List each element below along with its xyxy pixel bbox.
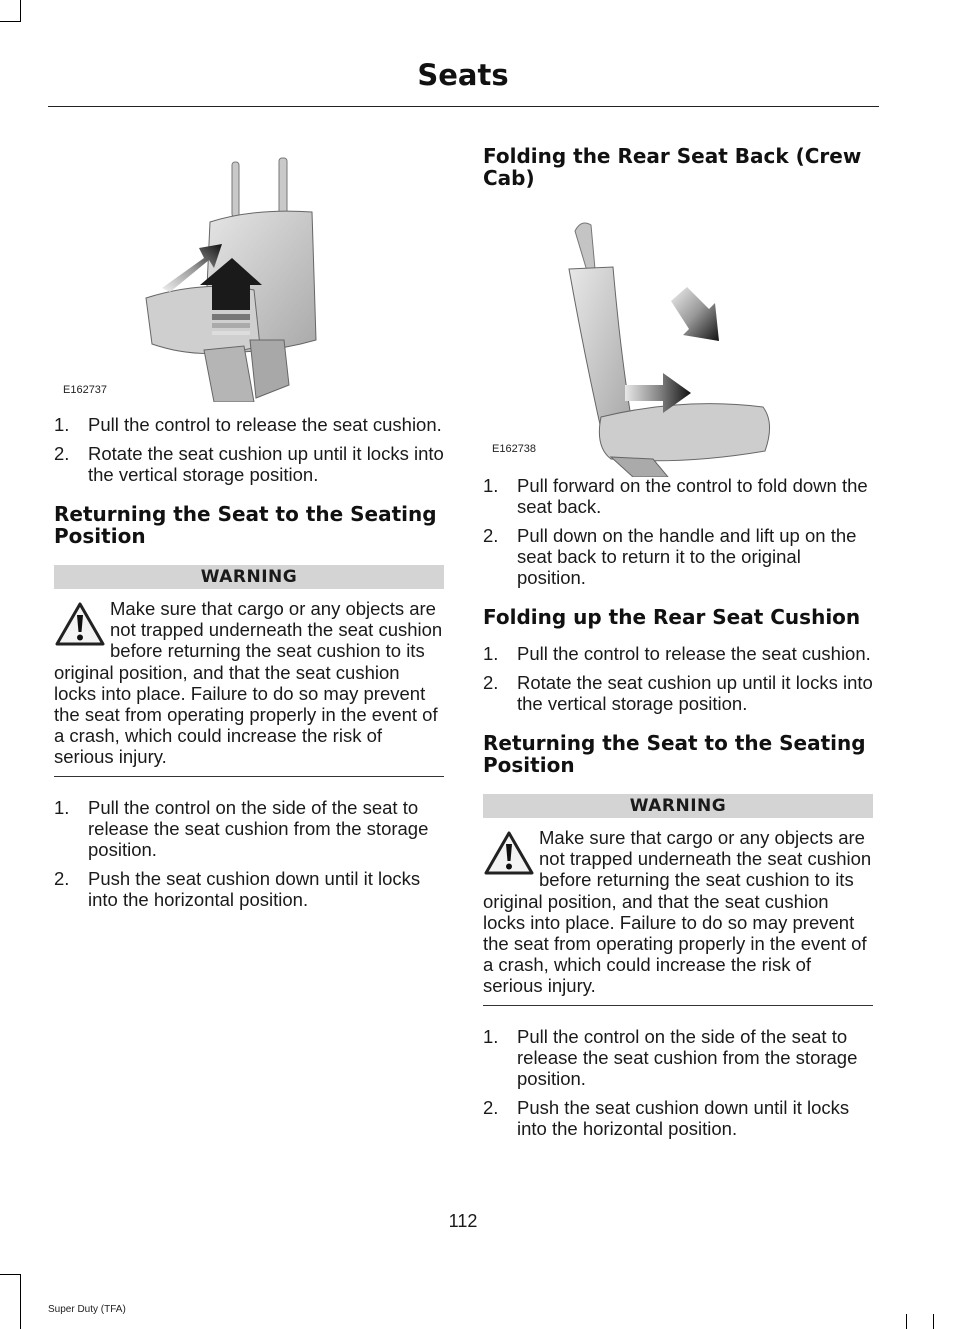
seat-cushion-fold-figure xyxy=(54,140,444,402)
rear-seat-back-illustration xyxy=(483,209,873,477)
left-column xyxy=(54,140,444,918)
crop-mark xyxy=(933,1314,934,1329)
warning-box xyxy=(483,794,873,1006)
list-item: 2. Push the seat cushion down until it locks into the horizontal position. xyxy=(54,867,421,910)
list-item: 1. Pull the control on the side of the seat to release the seat cushion from the storage position. xyxy=(483,1025,858,1089)
crop-mark xyxy=(0,1274,21,1275)
warning-divider xyxy=(483,1005,873,1006)
right-column xyxy=(483,145,873,1147)
section-heading: Folding up the Rear Seat Cushion xyxy=(483,605,861,629)
list-item: 1. Pull forward on the control to fold down the seat back. xyxy=(483,475,868,517)
page-title: Seats xyxy=(417,58,509,92)
warning-divider xyxy=(54,776,444,777)
list-item: 2. Rotate the seat cushion up until it locks into the vertical storage position. xyxy=(483,672,873,714)
warning-triangle-icon xyxy=(483,830,535,876)
rear-seat-cushion-illustration xyxy=(54,140,444,402)
fold-seat-back-steps xyxy=(483,475,873,588)
fold-cushion-steps xyxy=(54,414,444,485)
crop-mark xyxy=(20,1274,21,1329)
return-seat-steps xyxy=(483,1026,873,1139)
warning-text: Make sure that cargo or any objects are not trapped underneath the seat cushion before returning the seat cushion to its original position, and that the seat cushion locks into place. Failure to do so may prevent the seat from operating properly in the event of a crash, which could increase the risk of serious injury. xyxy=(54,598,443,768)
page-number: 112 xyxy=(448,1211,478,1231)
figure-code: E162737 xyxy=(63,384,108,396)
seat-back-fold-figure xyxy=(483,209,873,477)
section-heading: Returning the Seat to the Seating Position xyxy=(54,502,437,548)
crop-mark xyxy=(20,0,21,22)
return-seat-steps xyxy=(54,797,444,910)
warning-box xyxy=(54,565,444,777)
footer-model: Super Duty (TFA) xyxy=(48,1304,126,1315)
list-item: 1. Pull the control to release the seat cushion. xyxy=(54,414,442,435)
title-divider xyxy=(48,106,879,107)
list-item: 1. Pull the control to release the seat cushion. xyxy=(483,643,871,664)
list-item: 2. Pull down on the handle and lift up on the seat back to return it to the original position. xyxy=(483,525,857,588)
section-heading: Returning the Seat to the Seating Position xyxy=(483,731,866,777)
warning-label: WARNING xyxy=(483,794,873,818)
list-item: 2. Rotate the seat cushion up until it locks into the vertical storage position. xyxy=(54,443,444,485)
warning-text: Make sure that cargo or any objects are not trapped underneath the seat cushion before returning the seat cushion to its original position, and that the seat cushion locks into place. Failure to do so may prevent the seat from operating properly in the event of a crash, which could increase the risk of serious injury. xyxy=(483,827,872,997)
warning-body xyxy=(483,827,873,997)
warning-body xyxy=(54,598,444,768)
fold-cushion-steps xyxy=(483,643,873,714)
crop-mark xyxy=(0,21,21,22)
warning-triangle-icon xyxy=(54,601,106,647)
figure-code: E162738 xyxy=(492,443,537,455)
list-item: 1. Pull the control on the side of the seat to release the seat cushion from the storage position. xyxy=(54,796,429,860)
crop-mark xyxy=(906,1314,907,1329)
warning-label: WARNING xyxy=(54,565,444,589)
section-heading: Folding the Rear Seat Back (Crew Cab) xyxy=(483,144,862,190)
list-item: 2. Push the seat cushion down until it locks into the horizontal position. xyxy=(483,1096,850,1139)
